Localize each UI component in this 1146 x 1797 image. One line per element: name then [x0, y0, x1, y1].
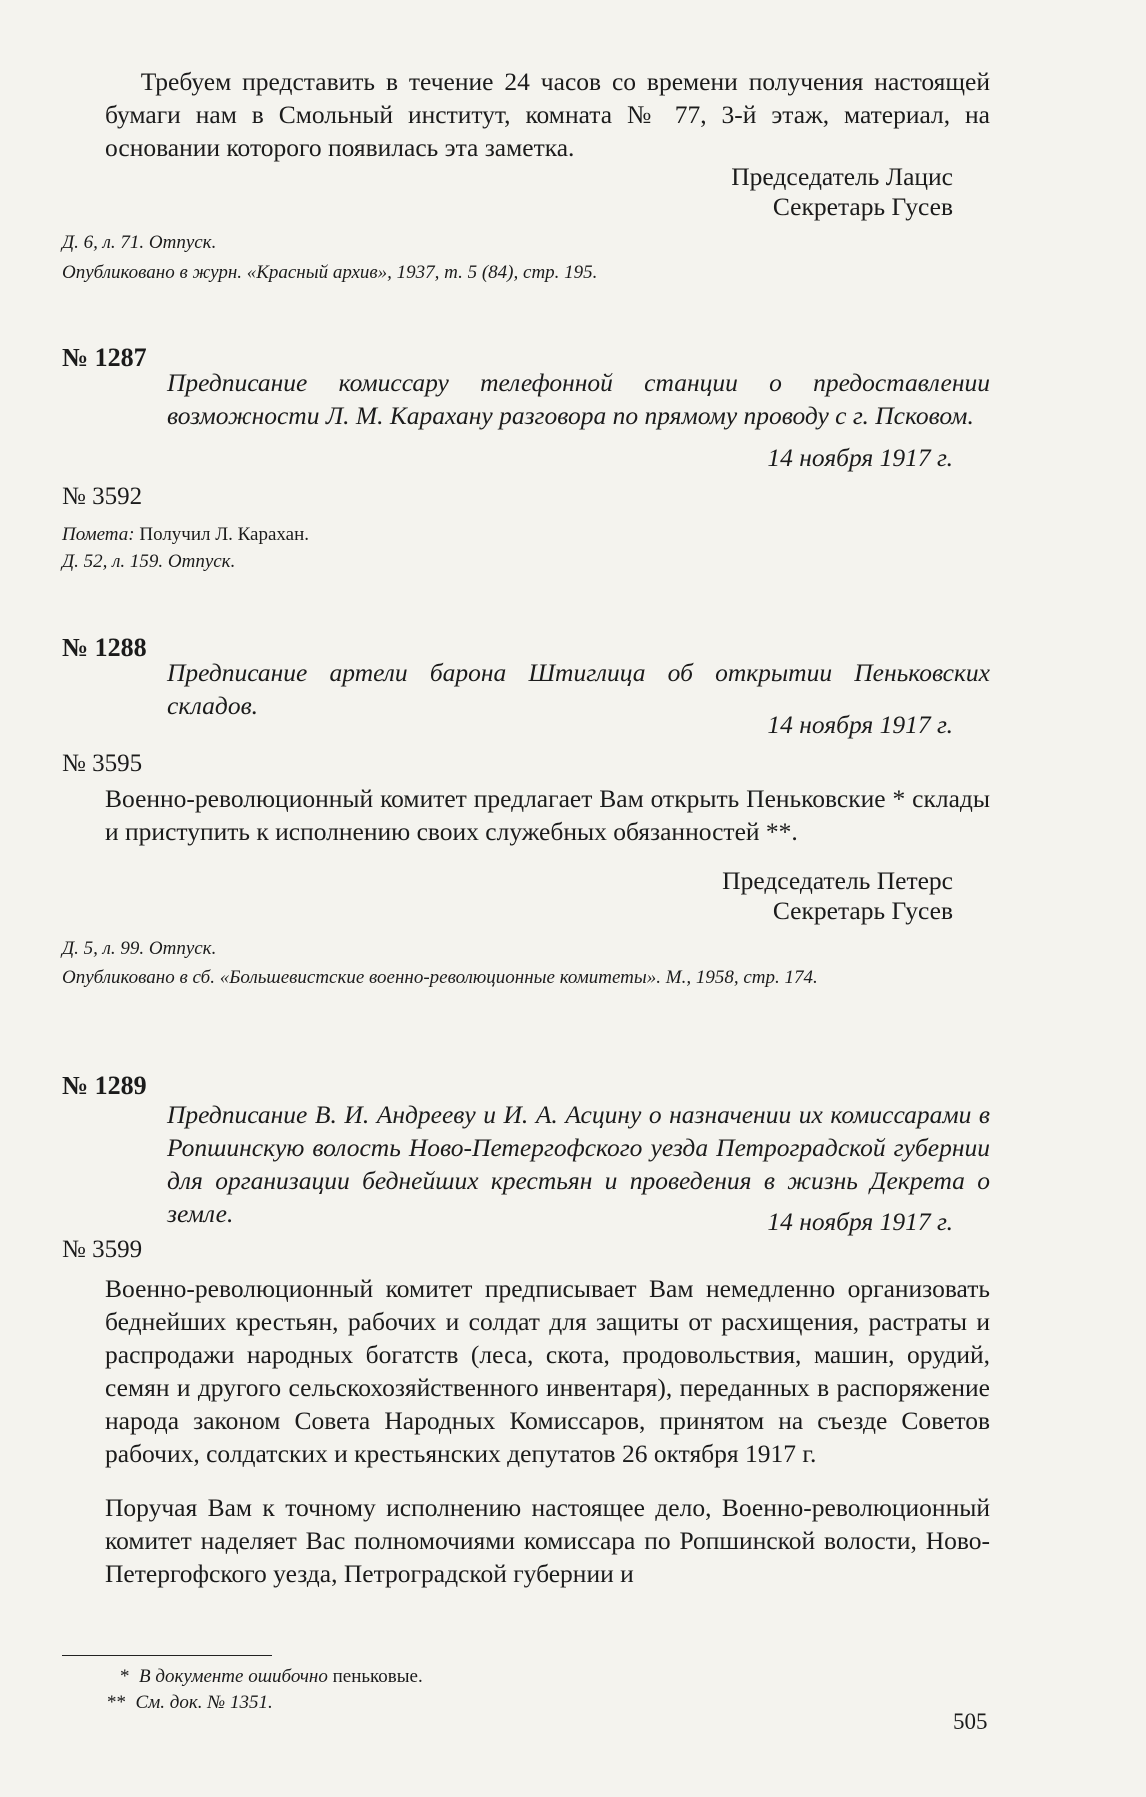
document-title: Предписание В. И. Андрееву и И. А. Асцину о назначении их комиссарами в Ропшинскую волость Ново-Петергофского уезда Петроградской губернии для организации беднейших крестьян и проведения в жизнь Декрета о земле.: [167, 1100, 990, 1228]
document-number: № 1287: [62, 343, 147, 372]
archive-reference: Д. 5, л. 99. Отпуск.: [62, 938, 217, 959]
document-number: № 1289: [62, 1071, 147, 1100]
signature-chairman-latsis: Председатель Лацис: [731, 162, 953, 191]
footnote-mark: *: [120, 1666, 130, 1687]
publication-reference: Опубликовано в журн. «Красный архив», 1937, т. 5 (84), стр. 195.: [62, 262, 598, 283]
document-title: Предписание артели барона Штиглица об открытии Пеньковских складов.: [167, 658, 990, 720]
page-number: 505: [953, 1709, 988, 1734]
publication-reference: Опубликовано в сб. «Большевистские военно-революционные комитеты». М., 1958, стр. 174.: [62, 967, 818, 988]
registration-number: № 3595: [62, 750, 143, 777]
document-note: [62, 520, 309, 550]
archive-reference: Д. 52, л. 159. Отпуск.: [62, 551, 236, 572]
signature-secretary-gusev: Секретарь Гусев: [772, 192, 953, 221]
footnote-italic: См. док. № 1351.: [135, 1692, 273, 1713]
footnote-divider: [62, 1655, 272, 1656]
footnote-1: [120, 1664, 423, 1690]
document-title: Предписание комиссару телефонной станции о предоставлении возможности Л. М. Карахану разговора по прямому проводу с г. Псковом.: [167, 368, 990, 430]
registration-number: № 3599: [62, 1236, 143, 1263]
document-paragraph-1: Военно-революционный комитет предписывает Вам немедленно организовать беднейших крестьян, рабочих и солдат для защиты от расхищения, растраты и распродажи народных богатств (леса, скота, продовольствия, машин, орудий, семян и другого сельскохозяйственного инвентаря), переданных в распоряжение народа законом Совета Народных Комиссаров, принятом на съезде Советов рабочих, солдатских и крестьянских депутатов 26 октября 1917 г.: [105, 1274, 990, 1468]
footnote-mark: **: [107, 1692, 126, 1713]
intro-paragraph: Требуем представить в течение 24 часов со времени получения настоящей бумаги нам в Смольный институт, комната № 77, 3-й этаж, материал, на основании которого появилась эта заметка.: [105, 67, 990, 162]
archive-reference: Д. 6, л. 71. Отпуск.: [62, 232, 217, 253]
note-label: Помета:: [62, 524, 135, 545]
signature-chairman-peters: Председатель Петерс: [722, 866, 953, 895]
footnote-plain: пеньковые.: [327, 1666, 423, 1687]
document-paragraph-2: Поручая Вам к точному исполнению настоящее дело, Военно-революционный комитет наделяет Вас полномочиями комиссара по Ропшинской волости, Ново-Петергофского уезда, Петроградской губернии и: [105, 1493, 990, 1588]
document-date: 14 ноября 1917 г.: [767, 710, 953, 739]
footnote-italic: В документе ошибочно: [139, 1666, 328, 1687]
document-date: 14 ноября 1917 г.: [767, 443, 953, 472]
note-text: Получил Л. Карахан.: [134, 524, 310, 545]
registration-number: № 3592: [62, 483, 143, 510]
footnote-2: [107, 1690, 273, 1716]
document-date: 14 ноября 1917 г.: [767, 1207, 953, 1236]
document-text: Военно-революционный комитет предлагает Вам открыть Пеньковские * склады и приступить к исполнению своих служебных обязанностей **.: [105, 784, 990, 846]
signature-secretary-gusev: Секретарь Гусев: [772, 896, 953, 925]
document-number: № 1288: [62, 633, 147, 662]
